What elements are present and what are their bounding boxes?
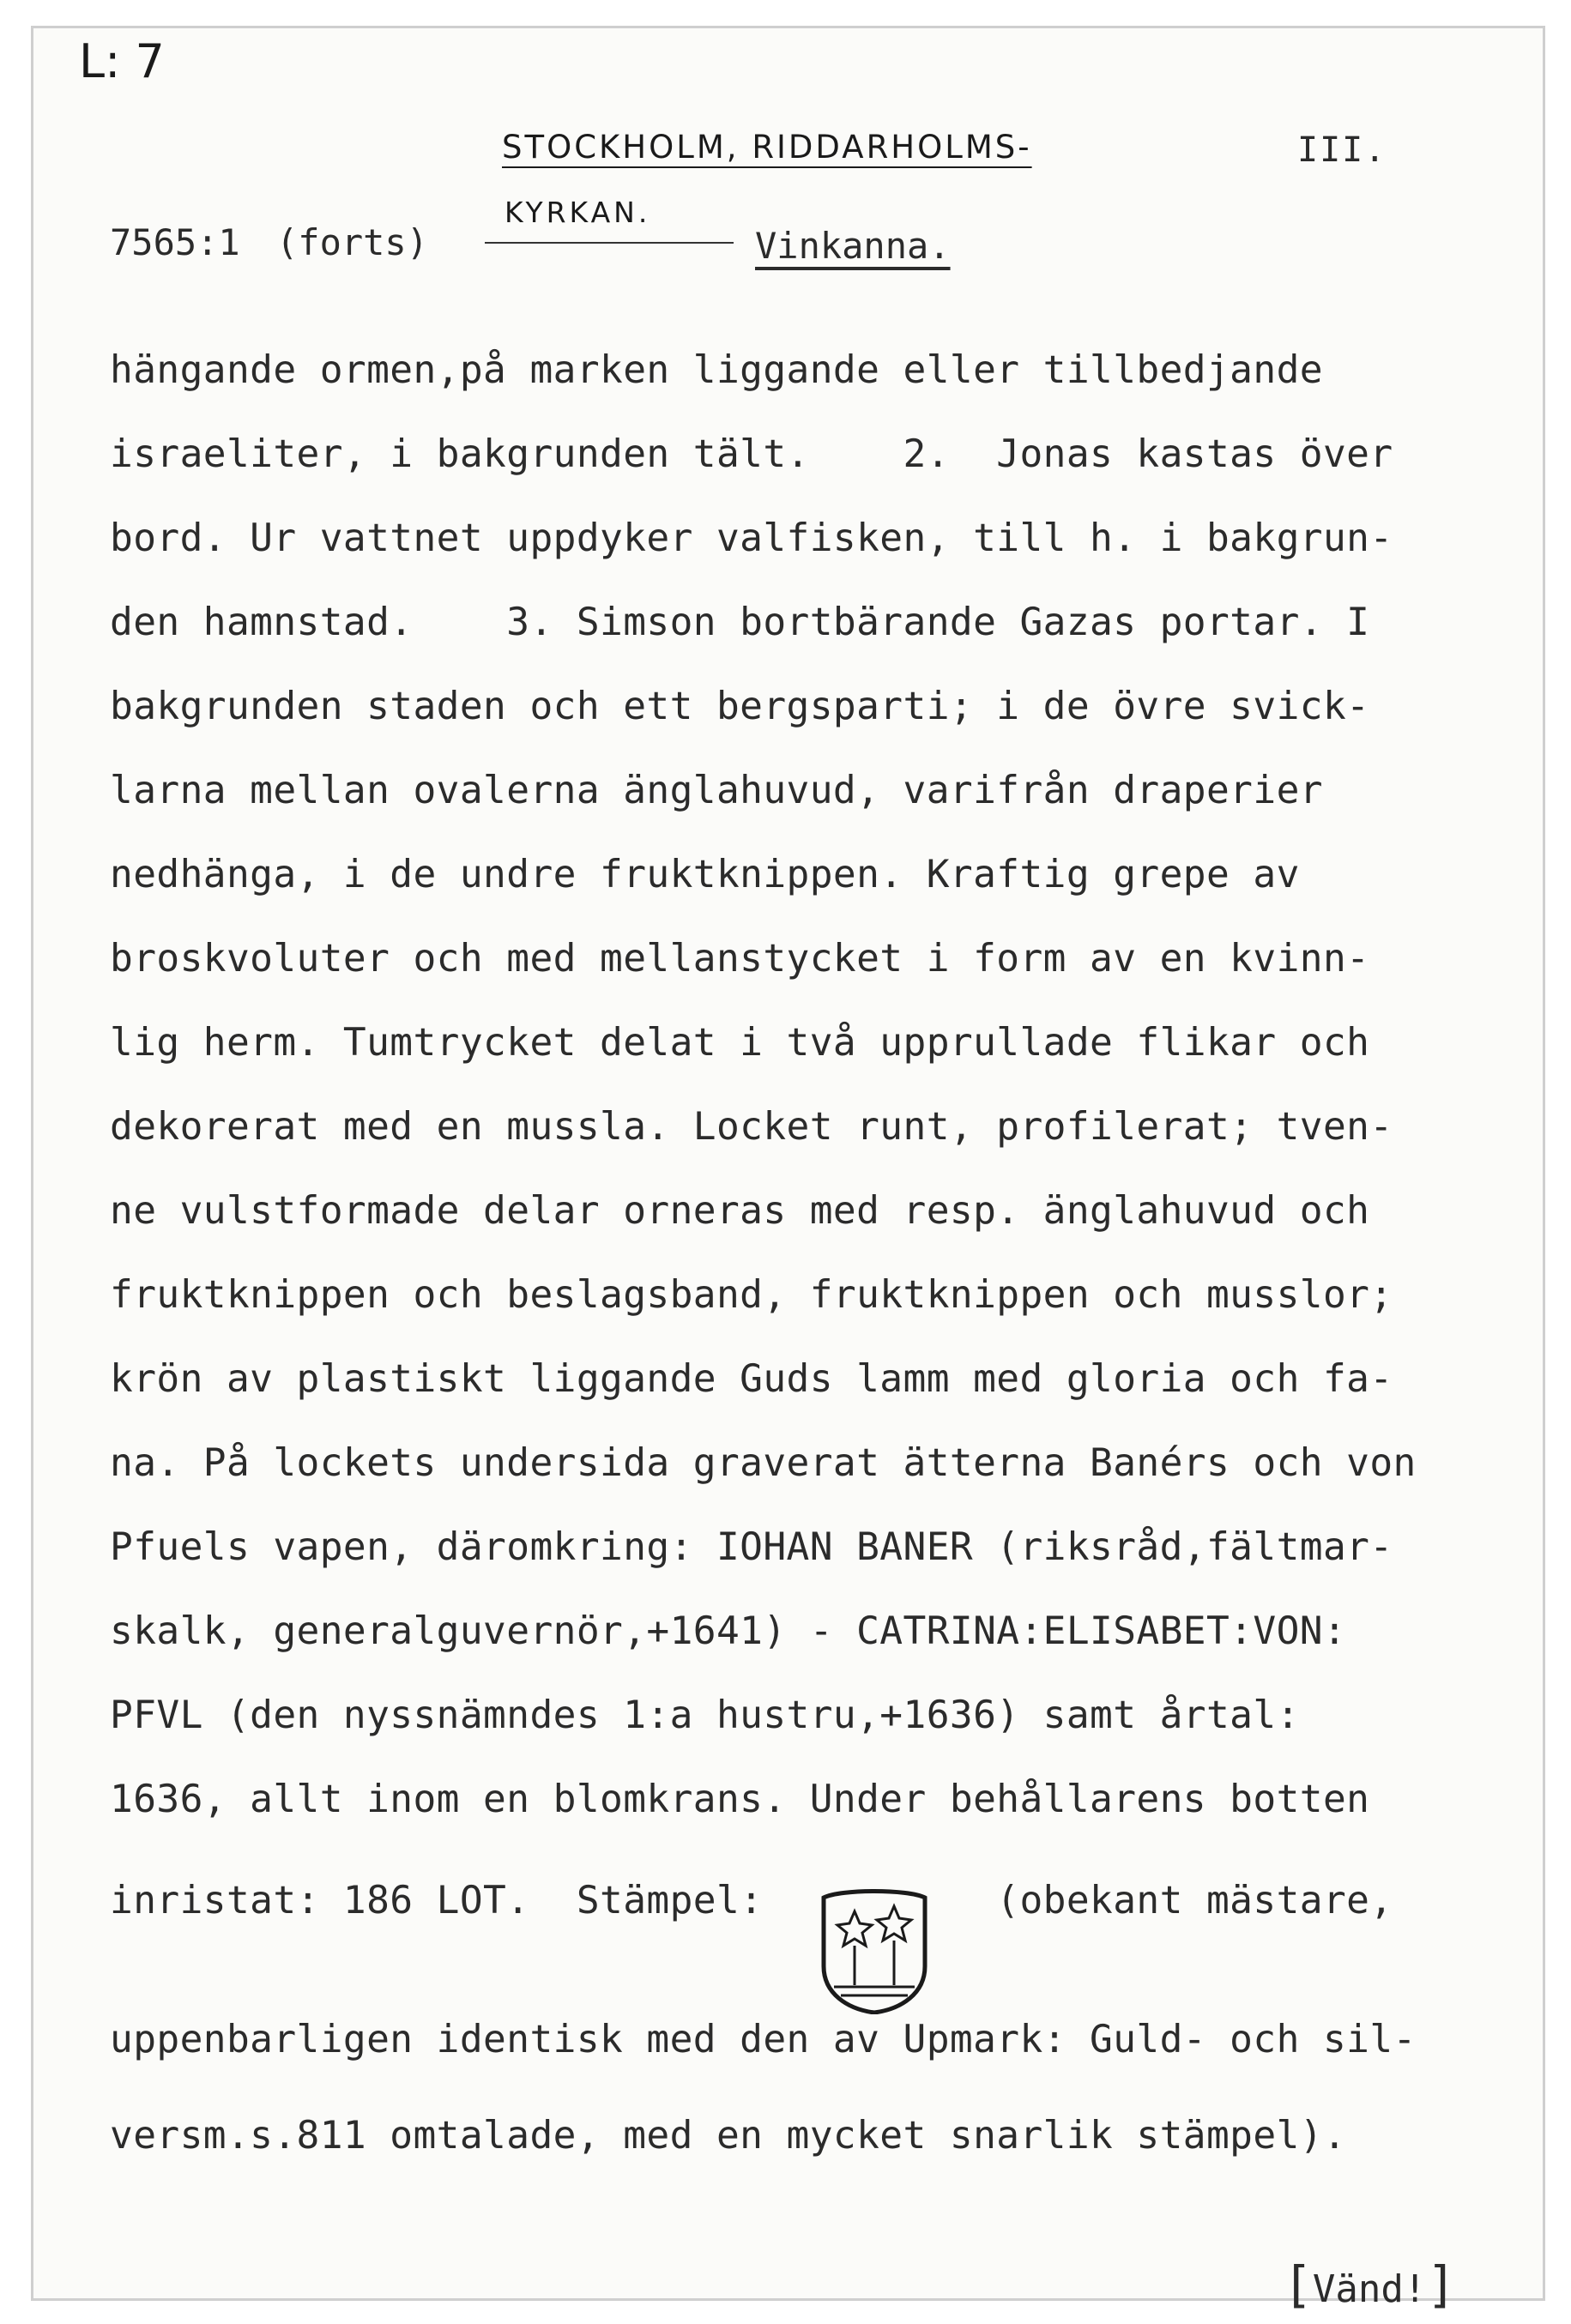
description-line: israeliter, i bakgrunden tält. 2. Jonas kastas över [110, 432, 1393, 476]
description-line: 1636, allt inom en blomkrans. Under behållarens botten [110, 1778, 1370, 1821]
description-line: bord. Ur vattnet uppdyker valfisken, till h. i bakgrun- [110, 516, 1393, 560]
description-line: bakgrunden staden och ett bergsparti; i de övre svick- [110, 685, 1370, 728]
sheet-number: III. [1297, 130, 1387, 170]
description-line: krön av plastiskt liggande Guds lamm med gloria och fa- [110, 1357, 1393, 1401]
heading-underline-left [485, 242, 734, 244]
description-line: lig herm. Tumtrycket delat i två upprullade flikar och [110, 1021, 1370, 1065]
description-line: hängande ormen,på marken liggande eller tillbedjande [110, 348, 1323, 392]
continued-label: (forts) [276, 221, 429, 263]
turn-page-note [1237, 2212, 1456, 2314]
description-line: nedhänga, i de undre fruktknippen. Kraftig grepe av [110, 853, 1300, 896]
description-line: PFVL (den nyssnämndes 1:a hustru,+1636) samt årtal: [110, 1693, 1300, 1737]
description-line: inristat: 186 LOT. Stämpel: (obekant mästare, [110, 1879, 1393, 1923]
description-line: ne vulstformade delar orneras med resp. änglahuvud och [110, 1189, 1370, 1233]
description-line: broskvoluter och med mellanstycket i form av en kvinn- [110, 937, 1370, 981]
inventory-number: 7565:1 [110, 221, 240, 263]
turn-note-bracket-right: ] [1426, 2255, 1457, 2314]
turn-note-bracket-left: [ [1282, 2255, 1313, 2314]
description-line: skalk, generalguvernör,+1641) - CATRINA:ELISABET:VON: [110, 1609, 1347, 1653]
makers-mark-stamp-icon [815, 1887, 934, 2014]
description-line: na. På lockets undersida graverat ätterna Banérs och von [110, 1441, 1417, 1485]
description-line: dekorerat med en mussla. Locket runt, profilerat; tven- [110, 1105, 1393, 1149]
turn-note-text: Vänd! [1312, 2267, 1427, 2311]
location-heading-continued: KYRKAN. [505, 196, 651, 229]
description-line: Pfuels vapen, däromkring: IOHAN BANER (riksråd,fältmar- [110, 1525, 1393, 1569]
description-line: uppenbarligen identisk med den av Upmark: Guld- och sil- [110, 2018, 1417, 2061]
description-line: versm.s.811 omtalade, med en mycket snarlik stämpel). [110, 2114, 1347, 2158]
description-line: den hamnstad. 3. Simson bortbärande Gazas portar. I [110, 601, 1370, 644]
object-name: Vinkanna. [755, 225, 951, 267]
description-line: larna mellan ovalerna änglahuvud, varifrån draperier [110, 769, 1323, 812]
description-line: fruktknippen och beslagsband, fruktknippen och musslor; [110, 1273, 1393, 1317]
location-heading: STOCKHOLM, RIDDARHOLMS- [502, 129, 1032, 166]
catalog-reference: L: 7 [79, 34, 165, 88]
